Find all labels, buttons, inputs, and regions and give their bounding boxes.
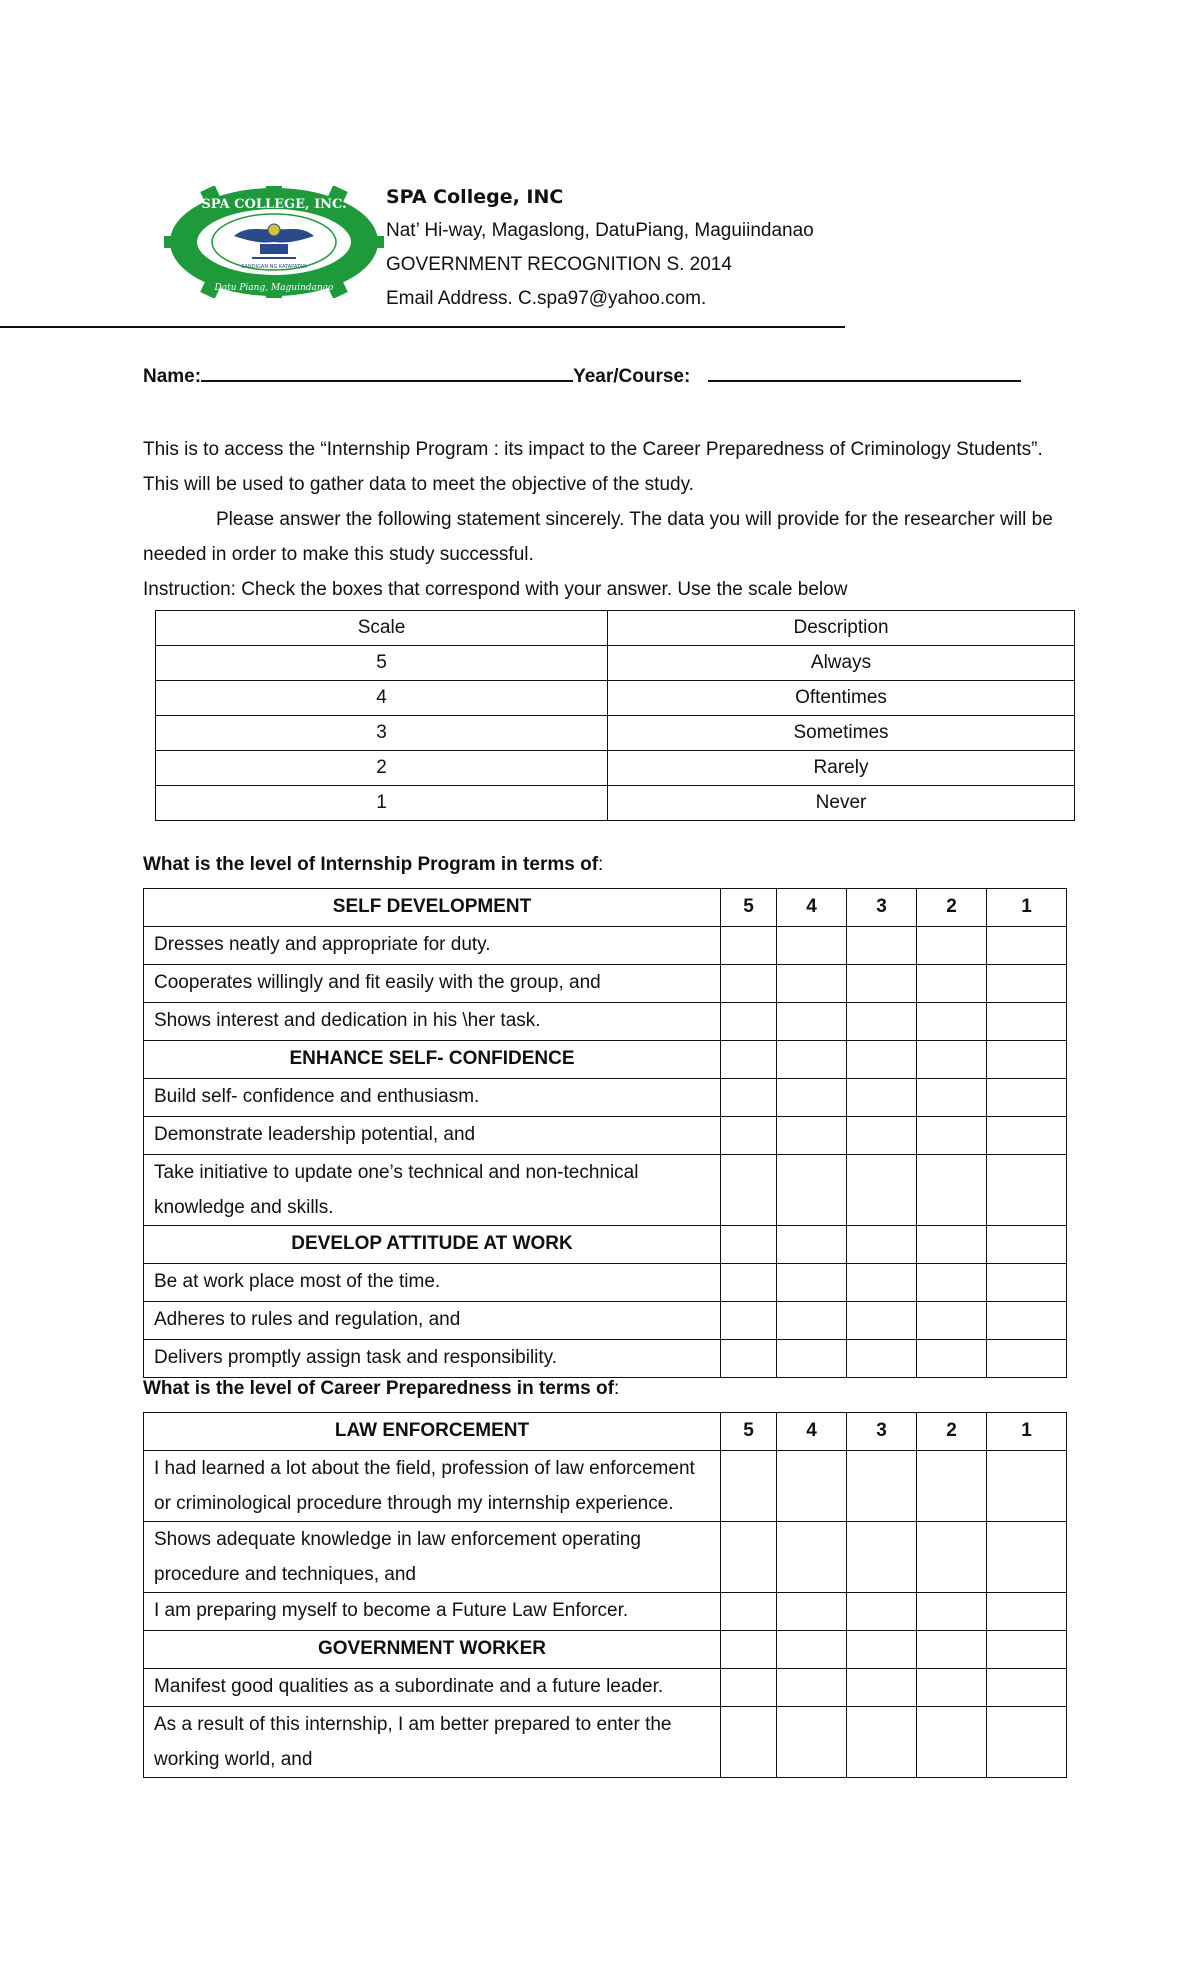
rating-checkbox[interactable] [987,1079,1067,1117]
rating-checkbox[interactable] [847,965,917,1003]
statement: Dresses neatly and appropriate for duty. [144,927,721,965]
rating-checkbox[interactable] [721,1117,777,1155]
year-course-label: Year/Course: [573,366,691,387]
section2-question [143,1378,619,1400]
rating-checkbox[interactable] [721,1302,777,1340]
rating-header: 3 [847,1413,917,1451]
rating-header: 1 [987,889,1067,927]
group-title: GOVERNMENT WORKER [144,1631,721,1669]
rating-checkbox[interactable] [917,1264,987,1302]
table-row [144,889,1067,927]
rating-checkbox[interactable] [777,1302,847,1340]
table-row [144,1117,1067,1155]
table-row [144,1003,1067,1041]
scale-description: Oftentimes [608,681,1075,716]
table-row [144,1451,1067,1522]
rating-checkbox[interactable] [777,927,847,965]
header-divider [0,326,845,328]
table-row [144,1707,1067,1778]
rating-checkbox[interactable] [917,1593,987,1631]
rating-checkbox[interactable] [987,1451,1067,1522]
rating-checkbox[interactable] [777,1079,847,1117]
rating-checkbox[interactable] [917,1451,987,1522]
rating-checkbox[interactable] [847,927,917,965]
rating-checkbox[interactable] [987,1117,1067,1155]
rating-checkbox[interactable] [777,965,847,1003]
instructions [143,432,1073,607]
rating-checkbox[interactable] [777,1340,847,1378]
rating-checkbox[interactable] [847,1707,917,1778]
rating-header: 5 [721,889,777,927]
rating-checkbox[interactable] [987,1264,1067,1302]
rating-checkbox[interactable] [721,1079,777,1117]
rating-checkbox[interactable] [987,1340,1067,1378]
group-title: DEVELOP ATTITUDE AT WORK [144,1226,721,1264]
rating-checkbox[interactable] [721,1707,777,1778]
rating-checkbox[interactable] [987,1593,1067,1631]
rating-header: 2 [917,889,987,927]
rating-checkbox[interactable] [917,927,987,965]
rating-header: 3 [847,889,917,927]
rating-checkbox[interactable] [721,927,777,965]
logo-text-bottom: Datu Piang, Maguindanao [214,283,334,293]
rating-checkbox[interactable] [847,1593,917,1631]
school-address: Nat’ Hi-way, Magaslong, DatuPiang, Maguiindanao [386,220,814,241]
table-row [156,751,1075,786]
table-row [144,1413,1067,1451]
table-row [156,681,1075,716]
rating-checkbox[interactable] [777,1117,847,1155]
rating-checkbox[interactable] [721,965,777,1003]
table-row [144,965,1067,1003]
scale-value: 4 [156,681,608,716]
school-name: SPA College, INC [386,186,564,208]
rating-checkbox[interactable] [917,1707,987,1778]
rating-checkbox[interactable] [777,1264,847,1302]
intro-paragraph: This is to access the “Internship Program : its impact to the Career Preparedness of Criminology Students”. This will be used to gather data to meet the objective of the study. [143,439,1043,495]
rating-header: 4 [777,889,847,927]
scale-value: 5 [156,646,608,681]
rating-checkbox[interactable] [777,1155,847,1226]
rating-checkbox[interactable] [987,1003,1067,1041]
scale-description: Sometimes [608,716,1075,751]
rating-checkbox[interactable] [777,1669,847,1707]
school-email: Email Address. C.spa97@yahoo.com. [386,288,707,309]
statement: Shows adequate knowledge in law enforcement operating procedure and techniques, and [144,1522,721,1593]
rating-checkbox[interactable] [847,1117,917,1155]
name-label: Name: [143,366,202,387]
table-row [144,1302,1067,1340]
rating-checkbox[interactable] [917,1079,987,1117]
table-row [156,786,1075,821]
table-row [144,1264,1067,1302]
table-row [144,1079,1067,1117]
table-row [144,1593,1067,1631]
internship-rating-table [143,888,1067,1378]
statement: Take initiative to update one’s technical and non-technical knowledge and skills. [144,1155,721,1226]
rating-checkbox[interactable] [917,1117,987,1155]
government-recognition: GOVERNMENT RECOGNITION S. 2014 [386,254,732,275]
rating-checkbox[interactable] [721,1003,777,1041]
letterhead [386,180,814,316]
scale-table [155,610,1075,821]
rating-checkbox[interactable] [987,1707,1067,1778]
rating-checkbox[interactable] [777,1522,847,1593]
table-row [144,1226,1067,1264]
rating-checkbox[interactable] [987,1669,1067,1707]
rating-checkbox[interactable] [777,1451,847,1522]
rating-checkbox[interactable] [987,1302,1067,1340]
table-row [156,646,1075,681]
section1-question-text: What is the level of Internship Program in terms of [143,854,599,875]
career-rating-table [143,1412,1067,1778]
rating-checkbox[interactable] [847,1669,917,1707]
rating-checkbox[interactable] [847,1003,917,1041]
rating-header: 4 [777,1413,847,1451]
section1-question [143,854,603,876]
rating-checkbox[interactable] [847,1340,917,1378]
rating-header: 5 [721,1413,777,1451]
scale-description: Never [608,786,1075,821]
rating-checkbox[interactable] [847,1302,917,1340]
table-row [156,716,1075,751]
statement: As a result of this internship, I am better prepared to enter the working world, and [144,1707,721,1778]
rating-checkbox[interactable] [917,1003,987,1041]
statement: Manifest good qualities as a subordinate and a future leader. [144,1669,721,1707]
rating-checkbox[interactable] [721,1264,777,1302]
table-row [156,611,1075,646]
rating-checkbox[interactable] [987,965,1067,1003]
statement: Shows interest and dedication in his \her task. [144,1003,721,1041]
rating-checkbox[interactable] [721,1593,777,1631]
rating-checkbox[interactable] [917,1340,987,1378]
college-logo [162,186,386,298]
statement: Be at work place most of the time. [144,1264,721,1302]
name-field[interactable] [201,362,573,382]
table-row [144,1669,1067,1707]
rating-checkbox[interactable] [777,1003,847,1041]
rating-checkbox[interactable] [917,1302,987,1340]
scale-value: 1 [156,786,608,821]
group-title: SELF DEVELOPMENT [144,889,721,927]
rating-checkbox[interactable] [917,1522,987,1593]
statement: Delivers promptly assign task and responsibility. [144,1340,721,1378]
section1-colon: : [598,854,604,875]
scale-header: Scale [156,611,608,646]
instruction-text: Instruction: Check the boxes that correspond with your answer. Use the scale below [143,579,848,600]
table-row [144,1041,1067,1079]
scale-value: 3 [156,716,608,751]
rating-checkbox[interactable] [847,1079,917,1117]
statement: Build self- confidence and enthusiasm. [144,1079,721,1117]
rating-checkbox[interactable] [987,927,1067,965]
rating-checkbox[interactable] [987,1155,1067,1226]
rating-checkbox[interactable] [917,1155,987,1226]
logo-text-inner: SANDIGAN NG KATAPATAN [241,264,307,270]
rating-checkbox[interactable] [847,1155,917,1226]
rating-checkbox[interactable] [721,1155,777,1226]
rating-checkbox[interactable] [721,1451,777,1522]
name-year-course-line [143,362,1021,388]
table-row [144,1631,1067,1669]
rating-checkbox[interactable] [917,965,987,1003]
table-row [144,1155,1067,1226]
scale-value: 2 [156,751,608,786]
statement: I am preparing myself to become a Future Law Enforcer. [144,1593,721,1631]
statement: I had learned a lot about the field, profession of law enforcement or criminological procedure through my internship experience. [144,1451,721,1522]
rating-header: 1 [987,1413,1067,1451]
rating-checkbox[interactable] [777,1593,847,1631]
group-title: ENHANCE SELF- CONFIDENCE [144,1041,721,1079]
group-title: LAW ENFORCEMENT [144,1413,721,1451]
statement: Adheres to rules and regulation, and [144,1302,721,1340]
rating-checkbox[interactable] [721,1522,777,1593]
rating-checkbox[interactable] [847,1522,917,1593]
logo-text-top: SPA COLLEGE, INC. [201,197,347,212]
table-row [144,1522,1067,1593]
rating-checkbox[interactable] [847,1451,917,1522]
section2-colon: : [613,1378,620,1399]
statement: Demonstrate leadership potential, and [144,1117,721,1155]
table-row [144,927,1067,965]
rating-checkbox[interactable] [721,1340,777,1378]
table-row [144,1340,1067,1378]
rating-checkbox[interactable] [987,1522,1067,1593]
year-course-field[interactable] [708,362,1021,382]
rating-checkbox[interactable] [847,1264,917,1302]
description-header: Description [608,611,1075,646]
rating-checkbox[interactable] [777,1707,847,1778]
statement: Cooperates willingly and fit easily with the group, and [144,965,721,1003]
scale-description: Always [608,646,1075,681]
rating-checkbox[interactable] [917,1669,987,1707]
intro-paragraph-2: Please answer the following statement sincerely. The data you will provide for the researcher will be needed in order to make this study successful. [143,509,1053,565]
rating-header: 2 [917,1413,987,1451]
scale-description: Rarely [608,751,1075,786]
section2-question-text: What is the level of Career Preparedness in terms of [143,1378,614,1399]
rating-checkbox[interactable] [721,1669,777,1707]
